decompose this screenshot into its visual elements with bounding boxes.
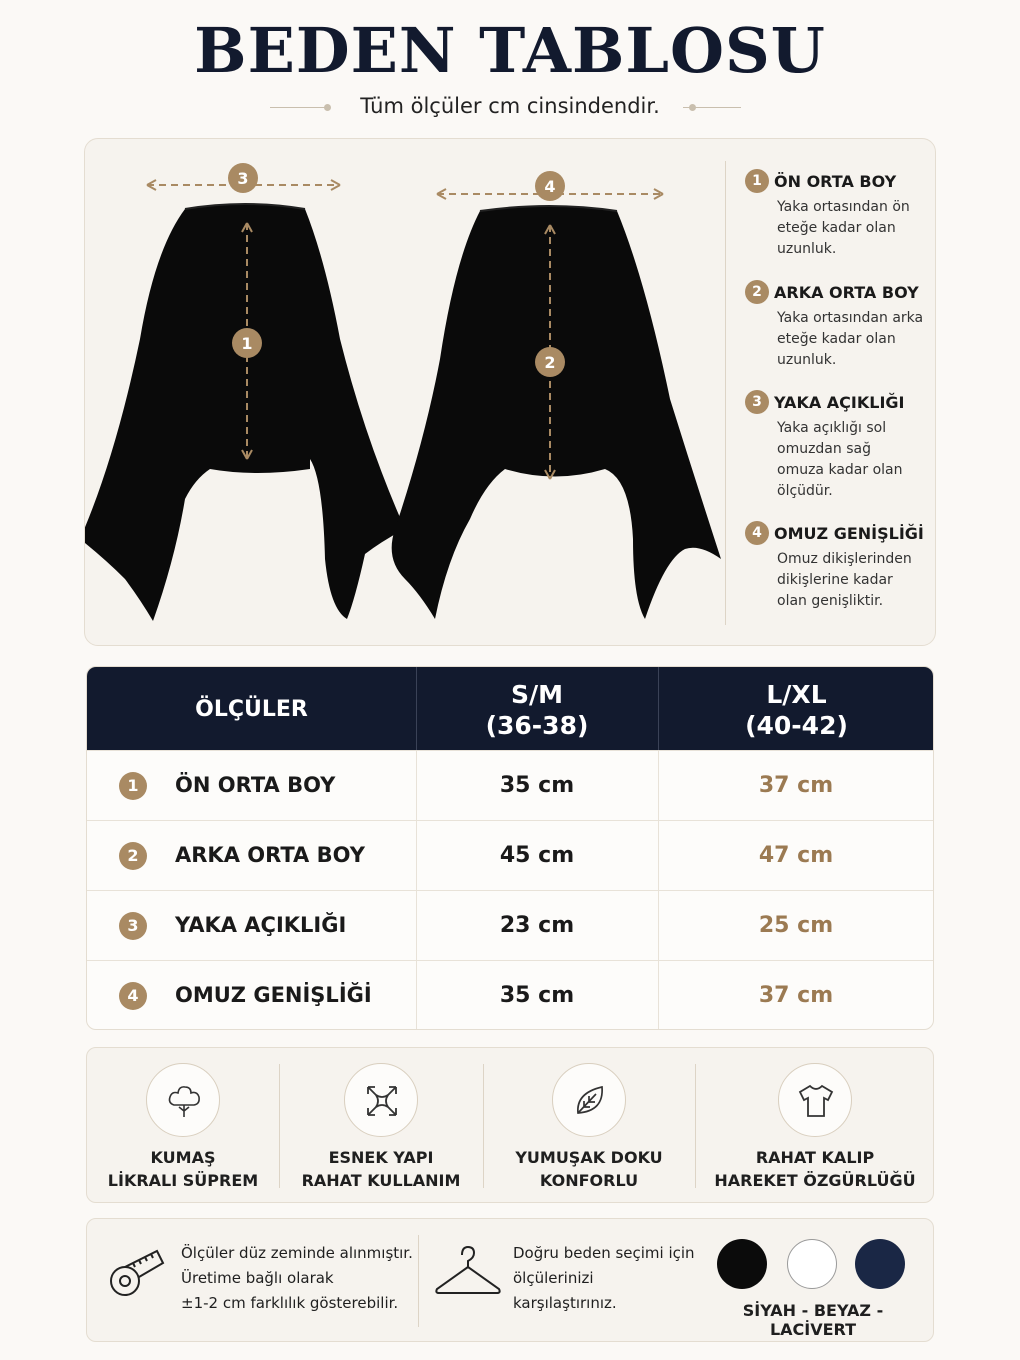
panel-divider — [725, 161, 726, 625]
value-sm: 23 cm — [499, 913, 575, 938]
value-sm: 45 cm — [499, 843, 575, 868]
size-range: (36-38) — [485, 711, 589, 740]
size-name: L/XL — [766, 680, 827, 709]
legend-title: OMUZ GENİŞLİĞİ — [774, 523, 924, 543]
table-row — [87, 960, 934, 1030]
legend-badge: 3 — [745, 390, 769, 414]
legend-desc: Yaka açıklığı sol omuzdan sağ omuza kadar olan ölçüdür. — [777, 420, 903, 499]
legend-desc: Yaka ortasından arka eteğe kadar olan uzunluk. — [777, 310, 924, 368]
value-lxl: 37 cm — [758, 773, 834, 798]
table-row — [87, 890, 934, 960]
value-lxl: 37 cm — [758, 983, 834, 1008]
stretch-arrows-icon — [344, 1063, 418, 1137]
row-badge: 4 — [119, 982, 147, 1010]
size-table — [86, 666, 934, 1030]
legend-item-shoulder-width — [745, 521, 930, 612]
header-size-lxl — [658, 667, 934, 750]
leaf-icon — [552, 1063, 626, 1137]
measure-note: Ölçüler düz zeminde alınmıştır. Üretime bağlı olarak ±1-2 cm farklılık gösterebilir. — [181, 1244, 413, 1312]
row-label: ARKA ORTA BOY — [175, 843, 365, 867]
tshirt-icon — [778, 1063, 852, 1137]
feature-text: ESNEK YAPI RAHAT KULLANIM — [301, 1148, 461, 1190]
garment-illustration — [85, 139, 725, 647]
info-divider — [418, 1235, 419, 1327]
feature-text: KUMAŞ LİKRALI SÜPREM — [107, 1148, 259, 1190]
row-badge: 3 — [119, 912, 147, 940]
legend-item-front-length — [745, 169, 930, 260]
feature-text: YUMUŞAK DOKU KONFORLU — [515, 1148, 663, 1190]
legend-item-neck-width — [745, 390, 930, 502]
page-subtitle: Tüm ölçüler cm cinsindendir. — [360, 94, 660, 118]
marker-3 — [228, 163, 258, 193]
feature-stretch — [279, 1048, 483, 1204]
feature-fabric — [87, 1048, 279, 1204]
feature-text: RAHAT KALIP HAREKET ÖZGÜRLÜĞÜ — [714, 1148, 916, 1190]
subtitle-row — [0, 92, 1020, 124]
legend-title: YAKA AÇIKLIĞI — [774, 392, 905, 412]
colors-label: SİYAH - BEYAZ - LACİVERT — [742, 1301, 884, 1339]
feature-fit — [695, 1048, 935, 1204]
legend-item-back-length — [745, 280, 930, 371]
compare-note: Doğru beden seçimi için ölçülerinizi karşılaştırınız. — [513, 1244, 695, 1312]
marker-2 — [535, 347, 565, 377]
back-garment — [392, 206, 721, 619]
row-label: ÖN ORTA BOY — [175, 773, 336, 797]
legend-title: ÖN ORTA BOY — [774, 171, 897, 191]
row-badge: 2 — [119, 842, 147, 870]
marker-4 — [535, 171, 565, 201]
value-lxl: 25 cm — [758, 913, 834, 938]
measurement-diagram-panel — [84, 138, 936, 646]
legend-title: ARKA ORTA BOY — [774, 282, 919, 302]
cotton-icon — [146, 1063, 220, 1137]
legend-badge: 1 — [745, 169, 769, 193]
marker-1 — [232, 328, 262, 358]
table-row — [87, 820, 934, 890]
legend-badge: 4 — [745, 521, 769, 545]
legend-desc: Yaka ortasından ön eteğe kadar olan uzunluk. — [777, 199, 910, 257]
svg-text:2: 2 — [544, 353, 556, 372]
column-divider — [416, 750, 417, 1030]
svg-text:4: 4 — [544, 177, 556, 196]
row-label: YAKA AÇIKLIĞI — [175, 913, 347, 937]
features-strip — [86, 1047, 934, 1203]
size-range: (40-42) — [745, 711, 848, 740]
legend-desc: Omuz dikişlerinden dikişlerine kadar olan genişliktir. — [777, 551, 912, 609]
feature-soft — [483, 1048, 695, 1204]
info-strip — [86, 1218, 934, 1342]
row-label: OMUZ GENİŞLİĞİ — [175, 983, 372, 1007]
color-swatch-navy[interactable] — [855, 1239, 905, 1289]
header-measurements: ÖLÇÜLER — [195, 697, 308, 722]
value-sm: 35 cm — [499, 773, 575, 798]
svg-text:3: 3 — [237, 169, 249, 188]
value-sm: 35 cm — [499, 983, 575, 1008]
front-garment — [85, 204, 405, 621]
color-swatch-white[interactable] — [787, 1239, 837, 1289]
legend-badge: 2 — [745, 280, 769, 304]
measuring-tape-icon — [107, 1243, 167, 1303]
subtitle-line-right — [683, 107, 741, 108]
size-name: S/M — [510, 680, 563, 709]
color-swatch-black[interactable] — [717, 1239, 767, 1289]
table-row — [87, 750, 934, 820]
value-lxl: 47 cm — [758, 843, 834, 868]
header-size-sm — [416, 667, 658, 750]
column-divider — [658, 750, 659, 1030]
svg-text:1: 1 — [241, 334, 253, 353]
page-title: BEDEN TABLOSU — [194, 14, 826, 87]
table-header — [87, 667, 934, 750]
row-badge: 1 — [119, 772, 147, 800]
hanger-icon — [433, 1243, 503, 1303]
